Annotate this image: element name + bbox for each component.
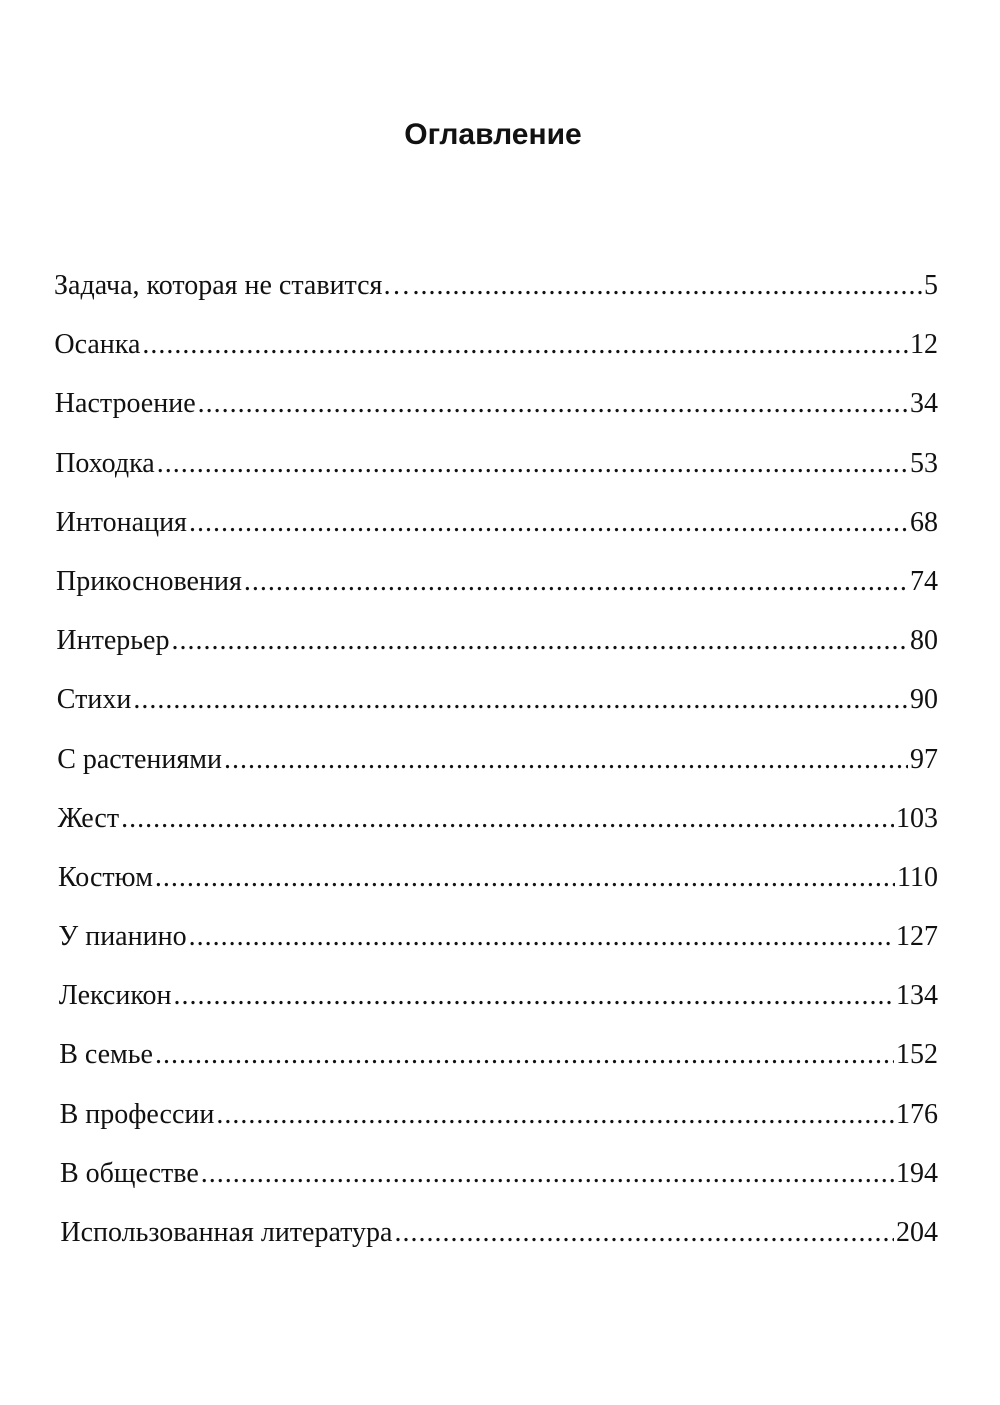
toc-entry-label: Интонация — [55, 506, 187, 538]
toc-entry — [58, 803, 938, 862]
toc-entry-page: 134 — [896, 980, 938, 1012]
toc-entry — [58, 921, 938, 980]
toc-entry-page: 176 — [896, 1098, 938, 1130]
toc-entry — [55, 448, 938, 507]
toc-entry — [60, 1158, 938, 1217]
toc-entry-label: С растениями — [57, 743, 222, 775]
toc-entry — [59, 1039, 938, 1098]
toc-entry-page: 90 — [910, 684, 938, 716]
toc-entry — [54, 270, 938, 329]
toc-entry-page: 103 — [896, 802, 938, 834]
toc-entry-label: Походка — [55, 447, 155, 479]
toc-entry — [59, 980, 938, 1039]
toc-entry-label: Осанка — [54, 329, 141, 361]
toc-entry — [56, 625, 938, 684]
dot-leader — [174, 980, 894, 1012]
toc-entry-label: Костюм — [58, 861, 153, 893]
table-of-contents — [54, 270, 938, 1276]
toc-entry-label: В обществе — [60, 1157, 199, 1189]
toc-entry-label: У пианино — [58, 921, 187, 953]
toc-entry-page: 53 — [910, 447, 938, 479]
dot-leader — [189, 507, 908, 539]
toc-entry-page: 127 — [896, 921, 938, 953]
toc-entry-page: 34 — [910, 388, 938, 420]
toc-entry — [60, 1217, 938, 1276]
dot-leader — [171, 625, 908, 657]
toc-entry-label: Стихи — [56, 684, 132, 716]
toc-entry-label: Интерьер — [56, 625, 170, 657]
toc-entry — [58, 862, 938, 921]
toc-entry — [60, 1099, 938, 1158]
toc-entry-page: 68 — [910, 506, 938, 538]
dot-leader — [157, 448, 908, 480]
dot-leader — [394, 1217, 894, 1249]
toc-entry — [55, 388, 938, 447]
toc-entry — [56, 507, 938, 566]
dot-leader — [244, 566, 908, 598]
toc-entry — [57, 684, 938, 743]
dot-leader — [133, 684, 908, 716]
toc-entry-page: 80 — [910, 625, 938, 657]
dot-leader — [189, 921, 894, 953]
toc-entry-page: 194 — [896, 1157, 938, 1189]
toc-entry-label: Настроение — [54, 388, 196, 420]
dot-leader — [216, 1099, 894, 1131]
toc-entry-label: В профессии — [59, 1098, 215, 1130]
toc-entry-page: 97 — [910, 743, 938, 775]
dot-leader — [155, 1039, 894, 1071]
toc-entry — [54, 329, 938, 388]
dot-leader — [224, 744, 908, 776]
toc-entry-label: Задача, которая не ставится… — [54, 270, 411, 301]
toc-entry-page: 204 — [896, 1217, 938, 1248]
toc-entry-label: Жест — [57, 802, 120, 834]
dot-leader — [198, 388, 908, 420]
toc-entry-page: 110 — [897, 861, 938, 893]
toc-entry-page: 12 — [910, 329, 938, 361]
toc-entry-label: Прикосновения — [56, 565, 242, 597]
toc-entry — [57, 744, 938, 803]
toc-entry-page: 152 — [896, 1039, 938, 1071]
toc-entry — [56, 566, 938, 625]
dot-leader — [155, 862, 895, 894]
dot-leader — [121, 803, 894, 835]
dot-leader — [412, 270, 922, 302]
dot-leader — [142, 329, 908, 361]
toc-entry-page: 5 — [924, 270, 938, 301]
toc-entry-label: Лексикон — [58, 980, 172, 1012]
toc-entry-label: В семье — [59, 1039, 153, 1071]
dot-leader — [201, 1158, 894, 1190]
toc-entry-label: Использованная литература — [60, 1217, 393, 1248]
page-title: Оглавление — [404, 118, 582, 151]
toc-entry-page: 74 — [910, 565, 938, 597]
